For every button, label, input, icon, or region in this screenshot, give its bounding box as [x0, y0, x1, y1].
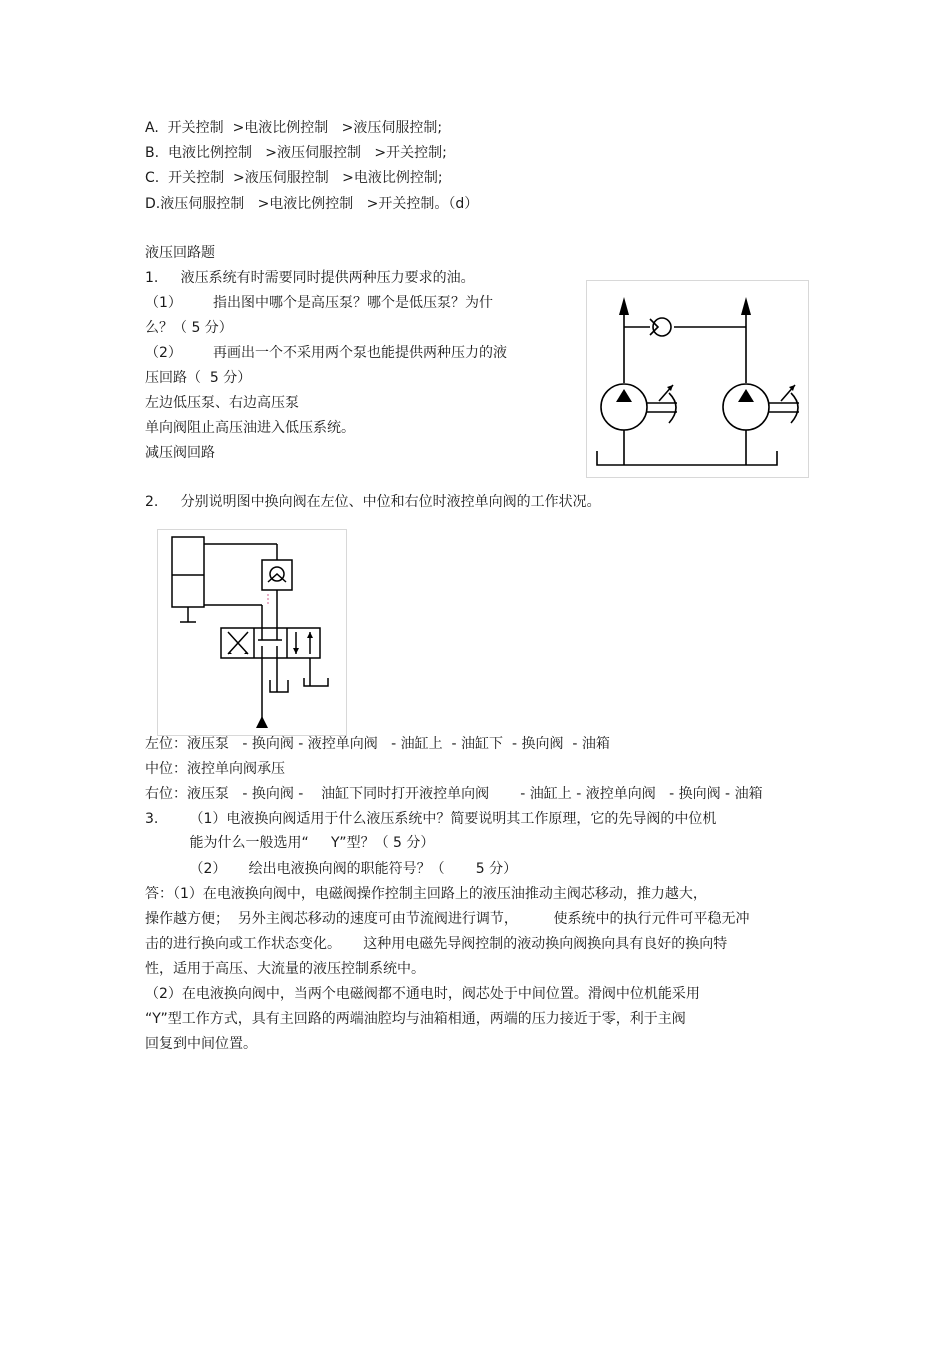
q3-line3: （2） 绘出电液换向阀的职能符号？（ 5 分）: [145, 861, 518, 877]
q3-answer-line: “Y”型工作方式，具有主回路的两端油腔均与油箱相通，两端的压力接近于零，利于主阀: [145, 1011, 686, 1027]
q3-answer-line: 击的进行换向或工作状态变化。 这种用电磁先导阀控制的液动换向阀换向具有良好的换向特: [145, 936, 728, 952]
option-c: C. 开关控制 >液压伺服控制 >电液比例控制;: [145, 170, 443, 186]
q3-answer-line: （2）在电液换向阀中，当两个电磁阀都不通电时，阀芯处于中间位置。滑阀中位机能采用: [145, 986, 700, 1002]
q1-answer-1: 左边低压泵、右边高压泵: [145, 395, 299, 411]
q1-sub2-line1: （2） 再画出一个不采用两个泵也能提供两种压力的液: [145, 345, 508, 361]
q3-answer-line: 操作越方便； 另外主阀芯移动的速度可由节流阀进行调节， 使系统中的执行元件可平稳无冲: [145, 911, 750, 927]
q3-answer-line: 性，适用于高压、大流量的液压控制系统中。: [145, 961, 425, 977]
q1-answer-2: 单向阀阻止高压油进入低压系统。: [145, 420, 355, 436]
option-d: D.液压伺服控制 >电液比例控制 >开关控制。（d）: [145, 196, 479, 212]
section-title: 液压回路题: [145, 245, 215, 261]
q2-left-position: 左位：液压泵 - 换向阀 - 液控单向阀 - 油缸上 - 油缸下 - 换向阀 - 油箱: [145, 736, 610, 752]
two-pump-circuit-figure: [586, 280, 809, 478]
q2-right-position: 右位：液压泵 - 换向阀 - 油缸下同时打开液控单向阀 - 油缸上 - 液控单向阀 - 换向阀 - 油箱: [145, 786, 763, 802]
option-a: A. 开关控制 >电液比例控制 >液压伺服控制;: [145, 120, 443, 136]
q3-answer-line: 回复到中间位置。: [145, 1036, 257, 1052]
q3-line2: 能为什么一般选用“ Y”型？（ 5 分）: [145, 835, 435, 851]
q1-sub2-line2: 压回路（ 5 分）: [145, 370, 252, 386]
q3-answer-line: 答：（1）在电液换向阀中，电磁阀操作控制主回路上的液压油推动主阀芯移动，推力越大，: [145, 886, 707, 902]
q1-sub1-line2: 么？（ 5 分）: [145, 320, 233, 336]
q3-line1: 3. （1）电液换向阀适用于什么液压系统中？简要说明其工作原理，它的先导阀的中位机: [145, 811, 717, 827]
directional-valve-circuit-figure: [157, 529, 347, 736]
q1-stem: 1. 液压系统有时需要同时提供两种压力要求的油。: [145, 270, 475, 286]
q1-answer-3: 减压阀回路: [145, 445, 215, 461]
q2-middle-position: 中位：液控单向阀承压: [145, 761, 285, 777]
q1-sub1-line1: （1） 指出图中哪个是高压泵？哪个是低压泵？为什: [145, 295, 494, 311]
q2-stem: 2. 分别说明图中换向阀在左位、中位和右位时液控单向阀的工作状况。: [145, 494, 601, 510]
option-b: B. 电液比例控制 >液压伺服控制 >开关控制;: [145, 145, 447, 161]
